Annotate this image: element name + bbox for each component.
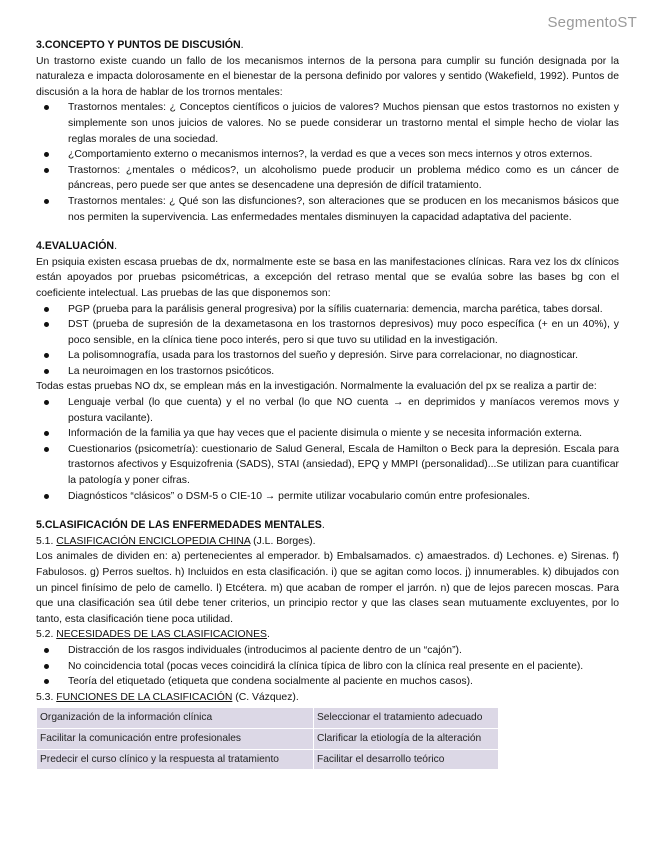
list-item: Trastornos: ¿mentales o médicos?, un alcoholismo puede producir un problema médico como es un cáncer de páncreas, pero puede ser que antes se desencadene una depresión de difícil tratamiento. — [68, 163, 619, 194]
list-item: Teoría del etiquetado (etiqueta que condena socialmente al paciente en muchos casos). — [68, 674, 619, 690]
table-row — [37, 728, 499, 749]
table-row — [37, 749, 499, 770]
subsection-5-2-list — [36, 643, 619, 690]
section-4-heading: 4.EVALUACIÓN. — [36, 240, 118, 253]
list-item: DST (prueba de supresión de la dexametasona en los trastornos depresivos) muy poco específica (+ en un 40%), y poco sensible, en la clínica tiene poco interés, pero si que tuvo su utilidad en la investigación. — [68, 317, 619, 348]
table-cell: Facilitar la comunicación entre profesionales — [37, 728, 314, 749]
list-item: No coincidencia total (pocas veces coincidirá la clínica típica de libro con la clínica real presente en el paciente). — [68, 659, 619, 675]
subsection-5-1-heading: 5.1. CLASIFICACIÓN ENCICLOPEDIA CHINA (J.L. Borges). — [36, 535, 316, 547]
table-cell: Facilitar el desarrollo teórico — [314, 749, 499, 770]
list-item: La polisomnografía, usada para los trastornos del sueño y depresión. Sirve para correlacionar, no diagnosticar. — [68, 348, 619, 364]
list-item: Diagnósticos “clásicos” o DSM-5 o CIE-10 → permite utilizar vocabulario común entre profesionales. — [68, 489, 619, 505]
table-cell: Clarificar la etiología de la alteración — [314, 728, 499, 749]
section-3-heading: 3.CONCEPTO Y PUNTOS DE DISCUSIÓN. — [36, 39, 244, 51]
list-item: Trastornos mentales: ¿ Conceptos científicos o juicios de valores? Muchos piensan que estos trastornos no existen y simplemente son unos juicios de valores. No se puede considerar un trastorno mental el simple hecho de violar las reglas morales de una sociedad. — [68, 100, 619, 147]
subsection-5-2-heading: 5.2. NECESIDADES DE LAS CLASIFICACIONES. — [36, 629, 270, 641]
list-item: La neuroimagen en los trastornos psicóticos. — [68, 364, 619, 380]
section-4-evaluation-list — [36, 395, 619, 504]
table-row — [37, 708, 499, 729]
list-item: PGP (prueba para la parálisis general progresiva) por la sífilis cuaternaria: demencia, marcha parética, tabes dorsal. — [68, 302, 619, 318]
subsection-5-3-heading: 5.3. FUNCIONES DE LA CLASIFICACIÓN (C. Vázquez). — [36, 691, 299, 703]
section-4-tests-list — [36, 302, 619, 380]
list-item: Lenguaje verbal (lo que cuenta) y el no verbal (lo que NO cuenta → en deprimidos y maníacos veremos movs y postura vacilante). — [68, 395, 619, 426]
list-item: Trastornos mentales: ¿ Qué son las disfunciones?, son alteraciones que se producen en los mecanismos básicos que nos permiten la supervivencia. Las enfermedades mentales disminuyen la capacidad adaptativa del paciente. — [68, 194, 619, 225]
section-4-middle: Todas estas pruebas NO dx, se emplean más en la investigación. Normalmente la evaluación del px se realiza a partir de: — [36, 381, 597, 393]
list-item: ¿Comportamiento externo o mecanismos internos?, la verdad es que a veces son mecs internos y otros externos. — [68, 147, 619, 163]
subsection-5-1-title: CLASIFICACIÓN ENCICLOPEDIA CHINA — [56, 535, 251, 547]
list-item: Información de la familia ya que hay veces que el paciente disimula o miente y se necesita información externa. — [68, 426, 619, 442]
section-5-heading: 5.CLASIFICACIÓN DE LAS ENFERMEDADES MENTALES. — [36, 519, 325, 532]
section-3-list — [36, 100, 619, 225]
document-body — [36, 38, 619, 770]
subsection-5-1-text: Los animales de dividen en: a) pertenecientes al emperador. b) Embalsamados. c) amaestrados. d) Lechones. e) Sirenas. f) Fabulosos. g) Perros sueltos. h) Incluidos en esta clasificación. i) que se agitan como locos. j) innumerables. k) dibujados con un pincel finísimo de pelo de camello. l) Etcétera. m) que acaban de romper el jarrón. n) que de lejos parecen moscas. Para que una clasificación sea útil debe tener criterios, un principio rector y que las clases sean mutuamente excluyentes, por lo tanto, esta clasificación tiene poca utilidad. — [36, 551, 619, 625]
brand-watermark: SegmentoST — [547, 14, 637, 31]
list-item: Distracción de los rasgos individuales (introducimos al paciente dentro de un “cajón”). — [68, 643, 619, 659]
table-cell: Organización de la información clínica — [37, 708, 314, 729]
subsection-5-3-title: FUNCIONES DE LA CLASIFICACIÓN — [56, 691, 233, 703]
table-cell: Predecir el curso clínico y la respuesta al tratamiento — [37, 749, 314, 770]
subsection-5-2-title: NECESIDADES DE LAS CLASIFICACIONES — [56, 629, 267, 641]
functions-table — [36, 707, 499, 770]
table-cell: Seleccionar el tratamiento adecuado — [314, 708, 499, 729]
section-4-intro: En psiquia existen escasa pruebas de dx, normalmente este se basa en las manifestaciones clínicas. Rara vez los dx clínicos están apoyados por pruebas psicométricas, a excepción del retraso mental que se evalúa sobre las bases bg con el coeficiente intelectual. Las pruebas de las que disponemos son: — [36, 256, 619, 299]
list-item: Cuestionarios (psicometría): cuestionario de Salud General, Escala de Hamilton o Beck para la depresión. Escala para trastornos afectivos y Esquizofrenia (SADS), STAI (ansiedad), EPQ y MMPI (personalidad)...Se utilizan para cuantificar la patología y poner cifras. — [68, 442, 619, 489]
section-3-intro: Un trastorno existe cuando un fallo de los mecanismos internos de la persona para cumplir su función designada por la naturaleza e impacta dolorosamente en el bienestar de la persona definido por valores y sentido (Wakefield, 1992). Puntos de discusión a la hora de hablar de los trornos mentales: — [36, 55, 619, 98]
